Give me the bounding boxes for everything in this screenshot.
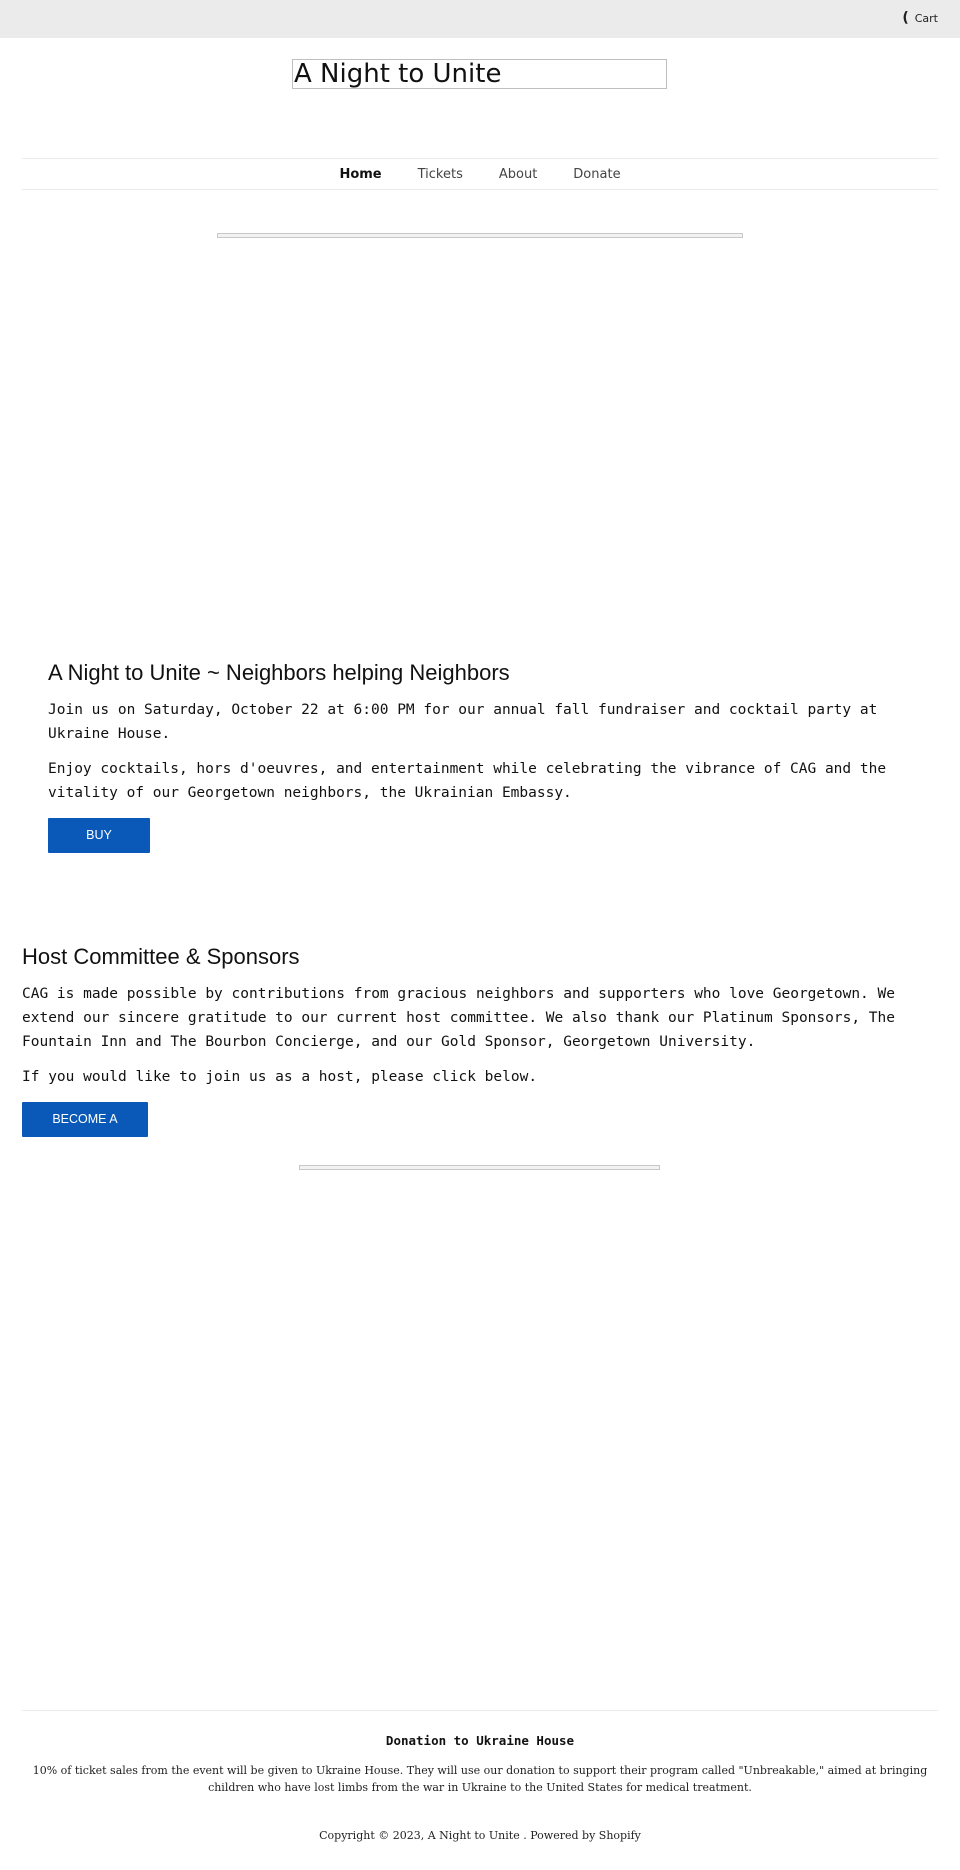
nav-item-home[interactable]: Home [339,166,382,182]
hero-paragraph: Join us on Saturday, October 22 at 6:00 PM for our annual fall fundraiser and cocktail party at Ukraine House. [48,702,878,742]
main-nav [22,158,938,190]
copyright-site-link[interactable]: A Night to Unite [427,1829,520,1842]
footer-title: Donation to Ukraine House [385,1733,575,1748]
host-title: Host Committee & Sponsors [22,944,300,969]
site-logo[interactable]: A Night to Unite [292,59,667,89]
sponsor-image-placeholder [299,1165,660,1170]
hero-title: A Night to Unite ~ Neighbors helping Neighbors [48,660,510,685]
buy-tickets-button[interactable]: BUY TICKETS [48,818,150,853]
powered-by-link[interactable]: Powered by Shopify [530,1829,641,1842]
copyright [0,1829,960,1842]
become-a-host-button[interactable]: BECOME A HOST [22,1102,148,1137]
footer-text: 10% of ticket sales from the event will be given to Ukraine House. They will use our donation to support their program called "Unbreakable," aimed at bringing children who have lost limbs from the war in Ukraine to the United States for medical treatment. [32,1764,928,1794]
nav-item-donate[interactable]: Donate [573,166,621,182]
hero-paragraph: Enjoy cocktails, hors d'oeuvres, and entertainment while celebrating the vibrance of CAG and the vitality of our Georgetown neighbors, the Ukrainian Embassy. [48,761,887,801]
cart-link[interactable] [902,11,938,25]
cart-icon: ( [902,10,909,26]
host-paragraph: CAG is made possible by contributions from gracious neighbors and supporters who love Georgetown. We extend our sincere gratitude to our current host committee. We also thank our Platinum Sponsors, The Fountain Inn and The Bourbon Concierge, and our Gold Sponsor, Georgetown University. [22,986,895,1050]
copyright-prefix: Copyright © 2023, [319,1829,425,1842]
host-section [22,944,922,1162]
host-paragraph: If you would like to join us as a host, please click below. [22,1069,538,1085]
footer-divider [22,1710,938,1711]
nav-item-about[interactable]: About [498,166,538,182]
nav-item-tickets[interactable]: Tickets [417,166,463,182]
hero-image-placeholder [217,233,743,238]
cart-label: Cart [914,11,938,25]
hero-section [48,660,918,878]
copyright-separator: . [523,1829,527,1842]
top-bar [0,0,960,38]
